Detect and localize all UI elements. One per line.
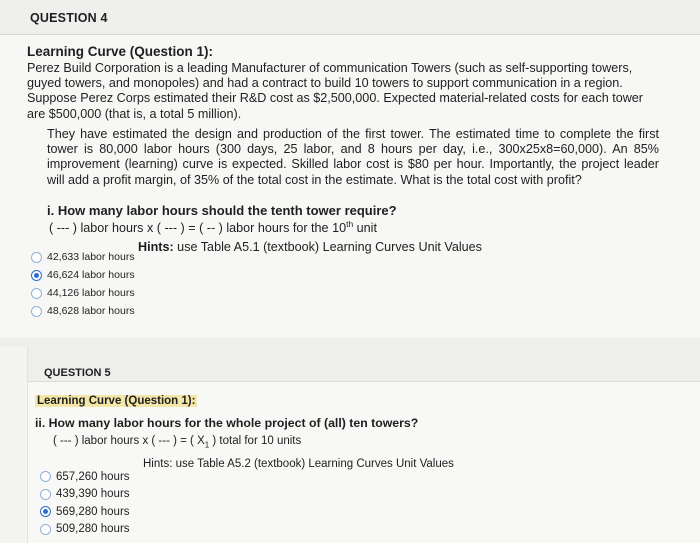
question-5-panel [27, 346, 700, 543]
radio-button-selected[interactable] [40, 506, 51, 517]
question-4-subquestion: i. How many labor hours should the tenth tower require? [47, 203, 397, 218]
answer-label: 46,624 labor hours [47, 269, 135, 281]
answer-option[interactable] [40, 486, 130, 504]
question-4-header [0, 0, 700, 35]
answer-option[interactable] [40, 468, 130, 486]
question-4-options [31, 248, 135, 320]
formula-text-end: ) total for 10 units [209, 435, 302, 447]
hint-text: use Table A5.2 (textbook) Learning Curves Unit Values [172, 458, 454, 470]
question-5-subquestion: ii. How many labor hours for the whole project of (all) ten towers? [35, 416, 419, 430]
question-4-formula [49, 219, 377, 235]
answer-option[interactable] [40, 503, 130, 521]
answer-label: 657,260 hours [56, 470, 130, 483]
answer-label: 42,633 labor hours [47, 251, 135, 263]
formula-text-end: unit [353, 221, 377, 236]
formula-subscript: 1 [204, 440, 210, 450]
radio-button[interactable] [31, 288, 42, 299]
question-5-title: Learning Curve (Question 1): [37, 395, 196, 407]
hint-label: Hints: [138, 240, 174, 254]
hint-label: Hints: [143, 458, 173, 470]
radio-button[interactable] [40, 489, 51, 500]
answer-label: 569,280 hours [56, 505, 130, 518]
formula-superscript: th [346, 219, 354, 229]
radio-button-selected[interactable] [31, 270, 42, 281]
radio-button[interactable] [31, 252, 42, 263]
question-5-header: QUESTION 5 [28, 346, 700, 382]
answer-label: 509,280 hours [56, 523, 130, 536]
radio-button[interactable] [31, 306, 42, 317]
hint-text: use Table A5.1 (textbook) Learning Curves Unit Values [173, 240, 482, 254]
question-4-hint [138, 240, 482, 254]
question-4-paragraph: They have estimated the design and production of the first tower. The estimated time to complete the first tower is 80,000 labor hours (300 days, 25 labor, and 8 hours per day, i.e., 300x25x8=60,000). An 85% improvement (learning) curve is expected. Skilled labor cost is $80 per hour. Importantly, the project leader will add a profit margin, of 35% of the total cost in the estimate. What is the total cost with profit? [47, 127, 659, 187]
question-4-label: QUESTION 4 [30, 11, 108, 25]
question-5-formula [53, 435, 301, 449]
formula-text: ( --- ) labor hours x ( --- ) = ( -- ) labor hours for the 10 [49, 221, 347, 236]
question-4-title: Learning Curve (Question 1): [27, 44, 214, 59]
question-5-options [40, 468, 130, 538]
answer-option[interactable] [40, 521, 130, 539]
answer-label: 439,390 hours [56, 488, 130, 501]
question-5-hint [143, 458, 454, 470]
question-4-intro: Perez Build Corporation is a leading Manufacturer of communication Towers (such as self-supporting towers, guyed towers, and monopoles) and had a contract to build 10 towers to support communication in a region. Suppose Perez Corps estimated their R&D cost as $2,500,000. Expected material-related costs for each tower are $500,000 (that is, a total 5 million). [27, 61, 644, 121]
answer-label: 48,628 labor hours [47, 305, 135, 317]
answer-option[interactable] [31, 248, 135, 266]
section-divider [0, 338, 700, 346]
answer-option[interactable] [31, 266, 135, 284]
radio-button[interactable] [40, 524, 51, 535]
radio-button[interactable] [40, 471, 51, 482]
answer-option[interactable] [31, 302, 135, 320]
formula-text: ( --- ) labor hours x ( --- ) = ( X [53, 435, 205, 447]
question-4-body [0, 35, 700, 338]
answer-option[interactable] [31, 284, 135, 302]
answer-label: 44,126 labor hours [47, 287, 135, 299]
